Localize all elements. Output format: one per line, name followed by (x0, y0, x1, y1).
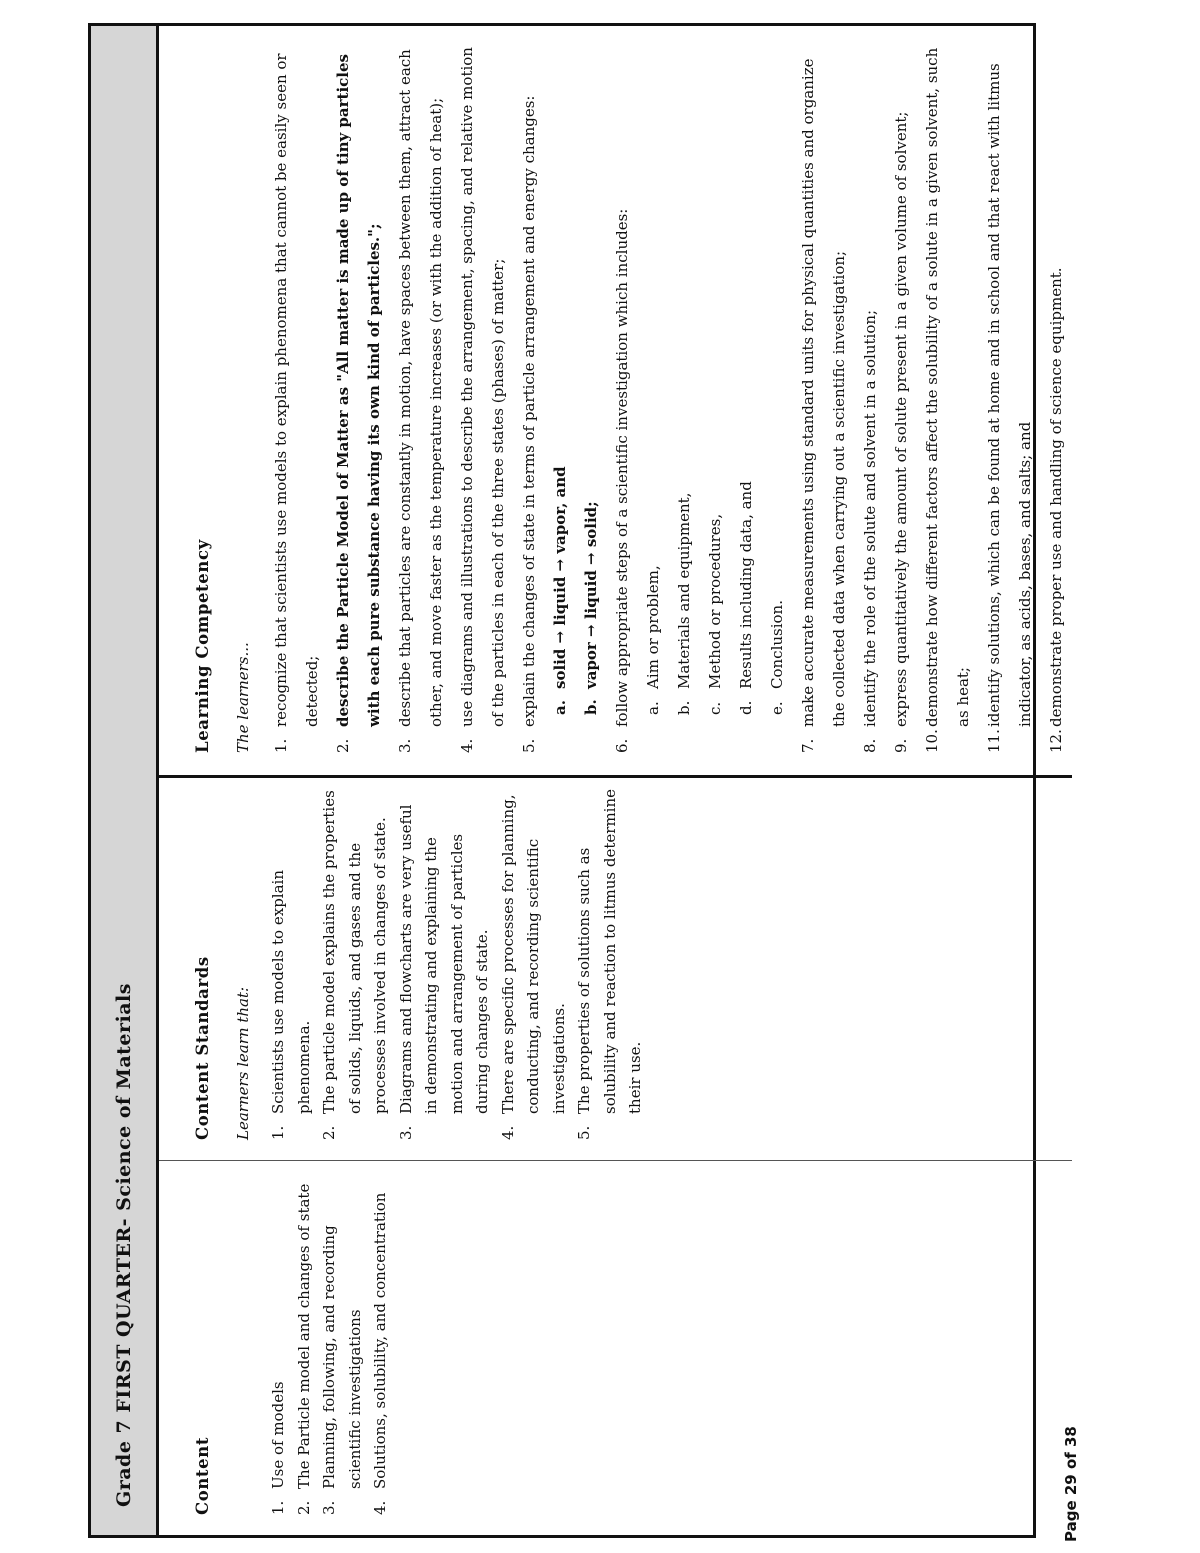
curriculum-sheet (88, 23, 1065, 1538)
list-item: 9. express quantitatively the amount of solute present in a given volume of solvent; (892, 111, 910, 753)
curriculum-table (88, 23, 1065, 1538)
list-item: 3. Diagrams and flowcharts are very useful in demonstrating and explaining the motion and arrangement of particles during changes of state. (396, 804, 491, 1140)
standards-column (159, 775, 1072, 1160)
sub-list-item: c. Method or procedures, (706, 513, 724, 715)
standards-list (266, 788, 649, 1140)
steps-list (638, 36, 793, 727)
list-item: 4. Solutions, solubility, and concentration (371, 1192, 389, 1515)
list-item: 7. make accurate measurements using standard units for physical quantities and organize the collected data when carrying out a scientific investigation; (799, 58, 848, 753)
list-item: 4. use diagrams and illustrations to describe the arrangement, spacing, and relative motion of the particles in each of the three states (phases) of matter; (458, 47, 507, 753)
sub-list-item: a. solid → liquid → vapor, and (551, 466, 569, 715)
sub-list-item: a. Aim or problem, (644, 565, 662, 715)
table-title: Grade 7 FIRST QUARTER- Science of Materials (91, 26, 159, 1535)
competency-header: Learning Competency (193, 539, 212, 753)
steps-intro: follow appropriate steps of a scientific investigation which includes: (613, 208, 631, 727)
list-item: 6. follow appropriate steps of a scientific investigation which includes: a. Aim or problem, b. Materials and equipment, c. Method or procedures, d. Results including data, and e. Conclusion. (607, 36, 793, 753)
page-number: Page 29 of 38 (1062, 1426, 1080, 1542)
list-item: 3. Planning, following, and recording scientific investigations (320, 1225, 364, 1515)
list-item: 1. Scientists use models to explain phenomena. (269, 870, 313, 1140)
list-item: 11. identify solutions, which can be found at home and in school and that react with litmus indicator, as acids, bases, and salts; and (985, 63, 1034, 753)
standards-intro: Learners learn that: (234, 986, 252, 1140)
list-item: 12. demonstrate proper use and handling of science equipment. (1047, 267, 1065, 753)
content-header: Content (193, 1436, 212, 1515)
sub-list-item: d. Results including data, and (737, 481, 755, 715)
list-item: 10. demonstrate how different factors affect the solubility of a solute in a given solvent, such as heat; (923, 47, 972, 753)
state-change-intro: explain the changes of state in terms of particle arrangement and energy changes: (520, 95, 538, 727)
competency-intro: The learners... (234, 642, 252, 753)
sub-list-item: e. Conclusion. (768, 600, 786, 715)
content-column (159, 1160, 1072, 1535)
standards-header: Content Standards (193, 956, 212, 1140)
sub-list-item: b. vapor → liquid → solid; (582, 501, 600, 715)
competency-list (266, 36, 1072, 753)
list-item: 4. There are specific processes for planning, conducting, and recording scientific investigations. (498, 794, 568, 1140)
list-item: 2. describe the Particle Model of Matter as "All matter is made up of tiny particles with each pure substance having its own kind of particles."; (334, 54, 383, 753)
list-item: 8. identify the role of the solute and solvent in a solution; (861, 309, 879, 753)
state-change-list (545, 36, 607, 727)
list-item: 5. The properties of solutions such as solubility and reaction to litmus determine their use. (575, 788, 644, 1140)
list-item: 1. Use of models (269, 1381, 287, 1515)
list-item: 5. explain the changes of state in terms of particle arrangement and energy changes: a. solid → liquid → vapor, and b. vapor → liquid → solid; (514, 36, 607, 753)
list-item: 2. The particle model explains the properties of solids, liquids, and gases and the processes involved in changes of state. (320, 790, 389, 1140)
list-item: 1. recognize that scientists use models to explain phenomena that cannot be easily seen or detected; (272, 53, 321, 753)
list-item: 2. The Particle model and changes of state (294, 1183, 313, 1515)
sub-list-item: b. Materials and equipment, (675, 492, 693, 715)
competency-column (159, 26, 1072, 775)
list-item: 3. describe that particles are constantly in motion, have spaces between them, attract each other, and move faster as the temperature increases (or with the addition of heat); (396, 49, 445, 753)
content-list (266, 1171, 394, 1515)
